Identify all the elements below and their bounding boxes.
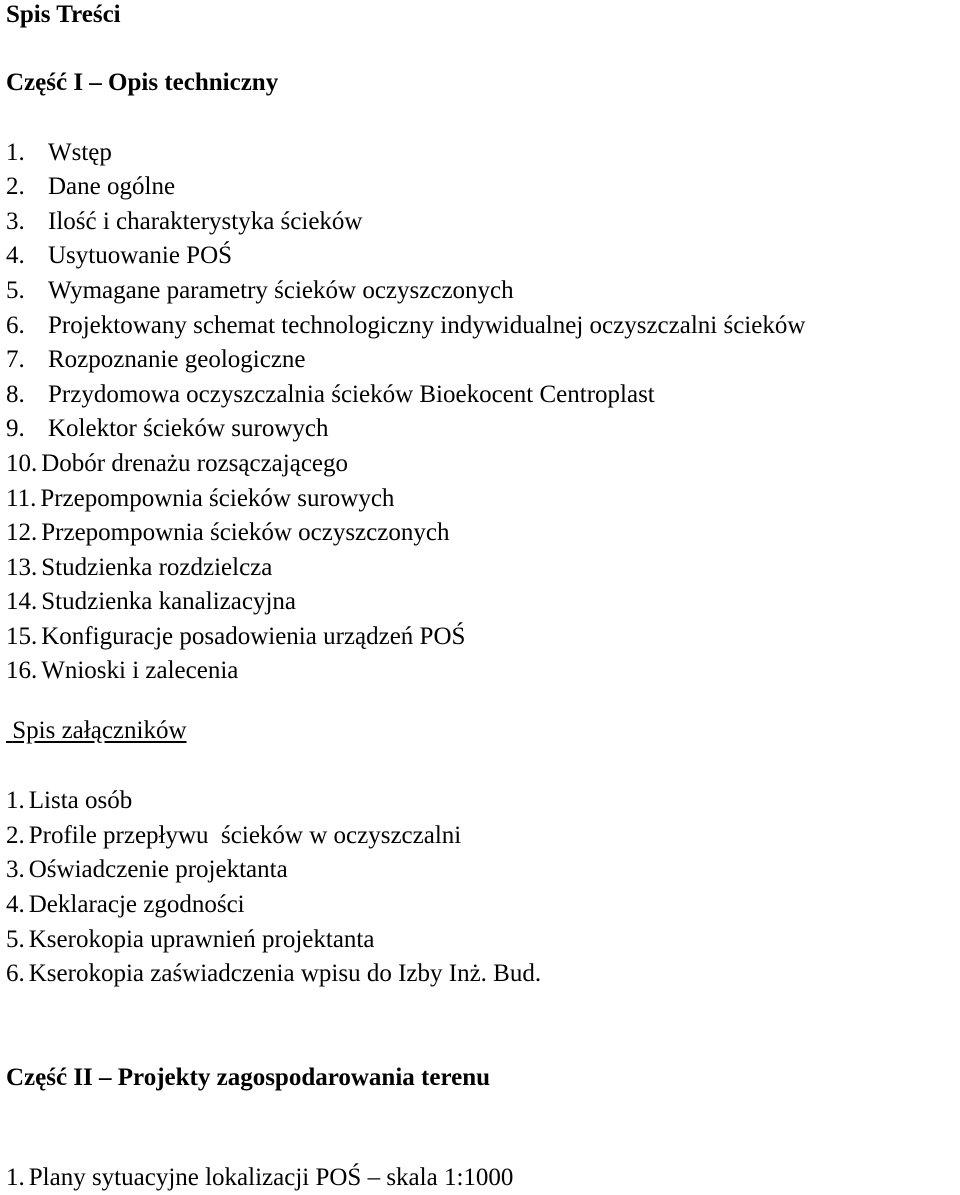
attachment-item-number: 4. [6, 891, 25, 918]
toc-item [6, 553, 272, 583]
toc-item [6, 172, 175, 202]
toc-item-number: 4. [6, 242, 25, 269]
attachment-item-number: 5. [6, 926, 25, 953]
attachment-item-number: 2. [6, 822, 25, 849]
part1-title: Część I – Opis techniczny [6, 69, 279, 96]
toc-item-number: 10. [6, 450, 38, 477]
toc-item-number: 11. [6, 485, 37, 512]
part2-item-number: 1. [6, 1164, 25, 1191]
attachment-item-number: 3. [6, 856, 25, 883]
attachment-item-number: 6. [6, 960, 25, 987]
toc-item [6, 449, 348, 479]
part2-item [6, 1163, 513, 1193]
toc-item [6, 656, 238, 686]
attachment-item-text: Lista osób [28, 787, 133, 814]
toc-item [6, 622, 465, 652]
toc-item-number: 6. [6, 312, 25, 339]
attachments-title-text: Spis załączników [12, 717, 187, 744]
toc-item [6, 138, 112, 168]
toc-item [6, 484, 394, 514]
toc-item [6, 414, 329, 444]
toc-title: Spis Treści [6, 1, 121, 28]
toc-item-text: Przydomowa oczyszczalnia ścieków Bioekocent Centroplast [48, 381, 655, 408]
toc-item-number: 12. [6, 519, 38, 546]
toc-item [6, 380, 655, 410]
toc-item-text: Projektowany schemat technologiczny indywidualnej oczyszczalni ścieków [48, 312, 806, 339]
toc-item-text: Rozpoznanie geologiczne [48, 346, 306, 373]
toc-item-text: Dobór drenażu rozsączającego [41, 450, 349, 477]
toc-item-text: Kolektor ścieków surowych [48, 415, 329, 442]
attachment-item [6, 890, 245, 920]
toc-item-text: Wstęp [48, 139, 112, 166]
attachment-item-text: Oświadczenie projektanta [28, 856, 288, 883]
toc-item-text: Wnioski i zalecenia [41, 657, 239, 684]
toc-item [6, 241, 232, 271]
toc-item [6, 311, 805, 341]
toc-item-text: Przepompownia ścieków surowych [40, 485, 395, 512]
attachment-item-text: Kserokopia zaświadczenia wpisu do Izby Inż. Bud. [28, 960, 542, 987]
toc-item-number: 14. [6, 588, 38, 615]
toc-item-text: Przepompownia ścieków oczyszczonych [41, 519, 450, 546]
toc-item-number: 9. [6, 415, 25, 442]
toc-item-number: 16. [6, 657, 38, 684]
toc-item-number: 8. [6, 381, 25, 408]
attachment-item-text: Kserokopia uprawnień projektanta [28, 926, 375, 953]
attachments-title [6, 716, 187, 746]
toc-item-text: Ilość i charakterystyka ścieków [48, 208, 363, 235]
attachment-item [6, 786, 132, 816]
toc-item-text: Studzienka rozdzielcza [41, 554, 273, 581]
toc-item [6, 207, 362, 237]
toc-item [6, 345, 306, 375]
attachment-item-text: Deklaracje zgodności [28, 891, 245, 918]
toc-item-number: 2. [6, 173, 25, 200]
attachment-item-number: 1. [6, 787, 25, 814]
attachment-item-text: Profile przepływu ścieków w oczyszczalni [28, 822, 462, 849]
part2-title: Część II – Projekty zagospodarowania terenu [6, 1064, 490, 1091]
toc-item-number: 15. [6, 623, 38, 650]
toc-item-text: Studzienka kanalizacyjna [41, 588, 296, 615]
attachment-item [6, 925, 374, 955]
toc-item-text: Dane ogólne [48, 173, 176, 200]
toc-item-number: 3. [6, 208, 25, 235]
toc-item-number: 13. [6, 554, 38, 581]
toc-item-number: 7. [6, 346, 25, 373]
part2-item-text: Plany sytuacyjne lokalizacji POŚ – skala 1:1000 [28, 1164, 514, 1191]
attachment-item [6, 959, 541, 989]
toc-item [6, 518, 449, 548]
toc-item-number: 5. [6, 277, 25, 304]
attachment-item [6, 821, 461, 851]
toc-item [6, 587, 296, 617]
toc-item [6, 276, 514, 306]
toc-item-number: 1. [6, 139, 25, 166]
toc-item-text: Usytuowanie POŚ [48, 242, 233, 269]
attachment-item [6, 855, 288, 885]
toc-item-text: Konfiguracje posadowienia urządzeń POŚ [41, 623, 466, 650]
toc-item-text: Wymagane parametry ścieków oczyszczonych [48, 277, 514, 304]
